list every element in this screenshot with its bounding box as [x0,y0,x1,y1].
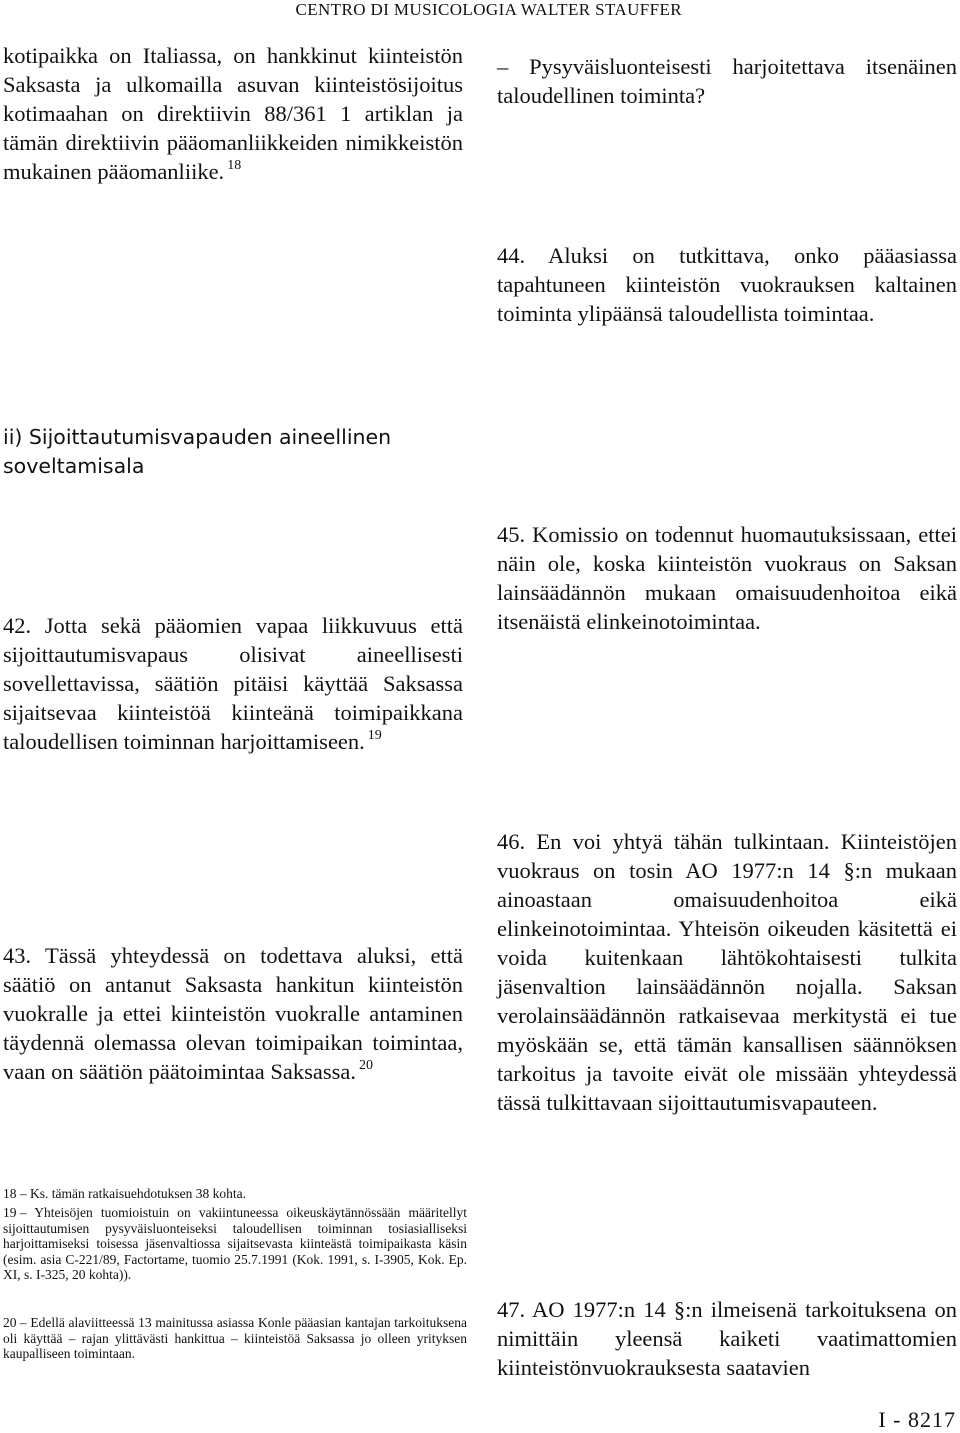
footnote-ref-20[interactable]: 20 [359,1058,374,1073]
question-line: – Pysyväisluonteisesti harjoitettava itsenäinen taloudellinen toiminta? [497,54,957,108]
page-header: CENTRO DI MUSICOLOGIA WALTER STAUFFER [295,0,682,19]
footnote-ref-18[interactable]: 18 [227,158,242,173]
paragraph-top: kotipaikka on Italiassa, on hankkinut kiinteistön Saksasta ja ulkomailla asuvan kiinteistösijoitus kotimaahan on direktiivin 88/361 1 artiklan ja tämän direktiivin pääomanliikkeiden nimikkeistön mukainen pääomanliike. $^{18}$ [3,43,463,184]
paragraph-43: 43. Tässä yhteydessä on todettava aluksi, että säätiö on antanut Saksasta hankitun kiinteistön vuokralle ja ettei kiinteistön vuokralle antaminen täydennä olemassa olevan toimipaikan toimintaa, vaan on säätiön päätoimintaa Saksassa. $^{20}$ [3,943,463,1084]
footnote-19: 19 – Yhteisöjen tuomioistuin on vakiintuneessa oikeuskäytännössään määritellyt sijoittautumisen pysyväisluonteiseksi taloudellisen toiminnan tosiasialliseksi harjoittamiseksi toisessa jäsenvaltiossa sijaitsevasta kiinteästä toimipaikasta käsin (esim. asia C-221/89, Factortame, tuomio 25.7.1991 (Kok. 1991, s. I-3905, Kok. Ep. XI, s. I-325, 20 kohta)). [3,1205,467,1282]
paragraph-47: 47. AO 1977:n 14 §:n ilmeisenä tarkoituksena on nimittäin yleensä kaiketi vaatimattomien kiinteistönvuokrauksesta saatavien [497,1297,957,1380]
paragraph-45: 45. Komissio on todennut huomautuksissaan, ettei näin ole, koska kiinteistön vuokraus on Saksan lainsäädännön mukaan omaisuudenhoitoa eikä itsenäistä elinkeinotoimintaa. [497,522,957,634]
paragraph-46: 46. En voi yhtyä tähän tulkintaan. Kiinteistöjen vuokraus on tosin AO 1977:n 14 §:n mukaan ainoastaan omaisuudenhoitoa eikä elinkeinotoimintaa. Yhteisön oikeuden käsitettä ei voida kuitenkaan lähtökohtaisesti tulkita jäsenvaltion lainsäädännön nojalla. Saksan verolainsäädännön ratkaisevaa merkitystä ei tue myöskään se, että tämän kansallisen säännöksen tarkoitus ja tavoite eivät ole missään yhteydessä tässä tulkittavaan sijoittautumisvapauteen. [497,829,957,1115]
section-heading: ii) Sijoittautumisvapauden aineellinen soveltamisala [3,425,392,478]
page-number: I - 8217 [878,1407,956,1432]
footnote-18: 18 – Ks. tämän ratkaisuehdotuksen 38 kohta. [3,1186,246,1201]
footnote-ref-19[interactable]: 19 [367,728,382,743]
paragraph-42: 42. Jotta sekä pääomien vapaa liikkuvuus että sijoittautumisvapaus olisivat aineellisesti sovellettavissa, säätiön pitäisi käyttää Saksassa sijaitsevaa kiinteistöä kiinteänä toimipaikkana taloudellisen toiminnan harjoittamiseen. $^{19}$ [3,613,463,754]
footnote-20: 20 – Edellä alaviitteessä 13 mainitussa asiassa Konle pääasian kantajan tarkoituksena oli käyttää – rajan ylittävästi hankittua – kiinteistöä Saksassa jo olleen yrityksen kaupalliseen toimintaan. [3,1315,468,1361]
paragraph-44: 44. Aluksi on tutkittava, onko pääasiassa tapahtuneen kiinteistön vuokrauksen kaltainen toiminta ylipäänsä taloudellista toimintaa. [497,243,957,326]
